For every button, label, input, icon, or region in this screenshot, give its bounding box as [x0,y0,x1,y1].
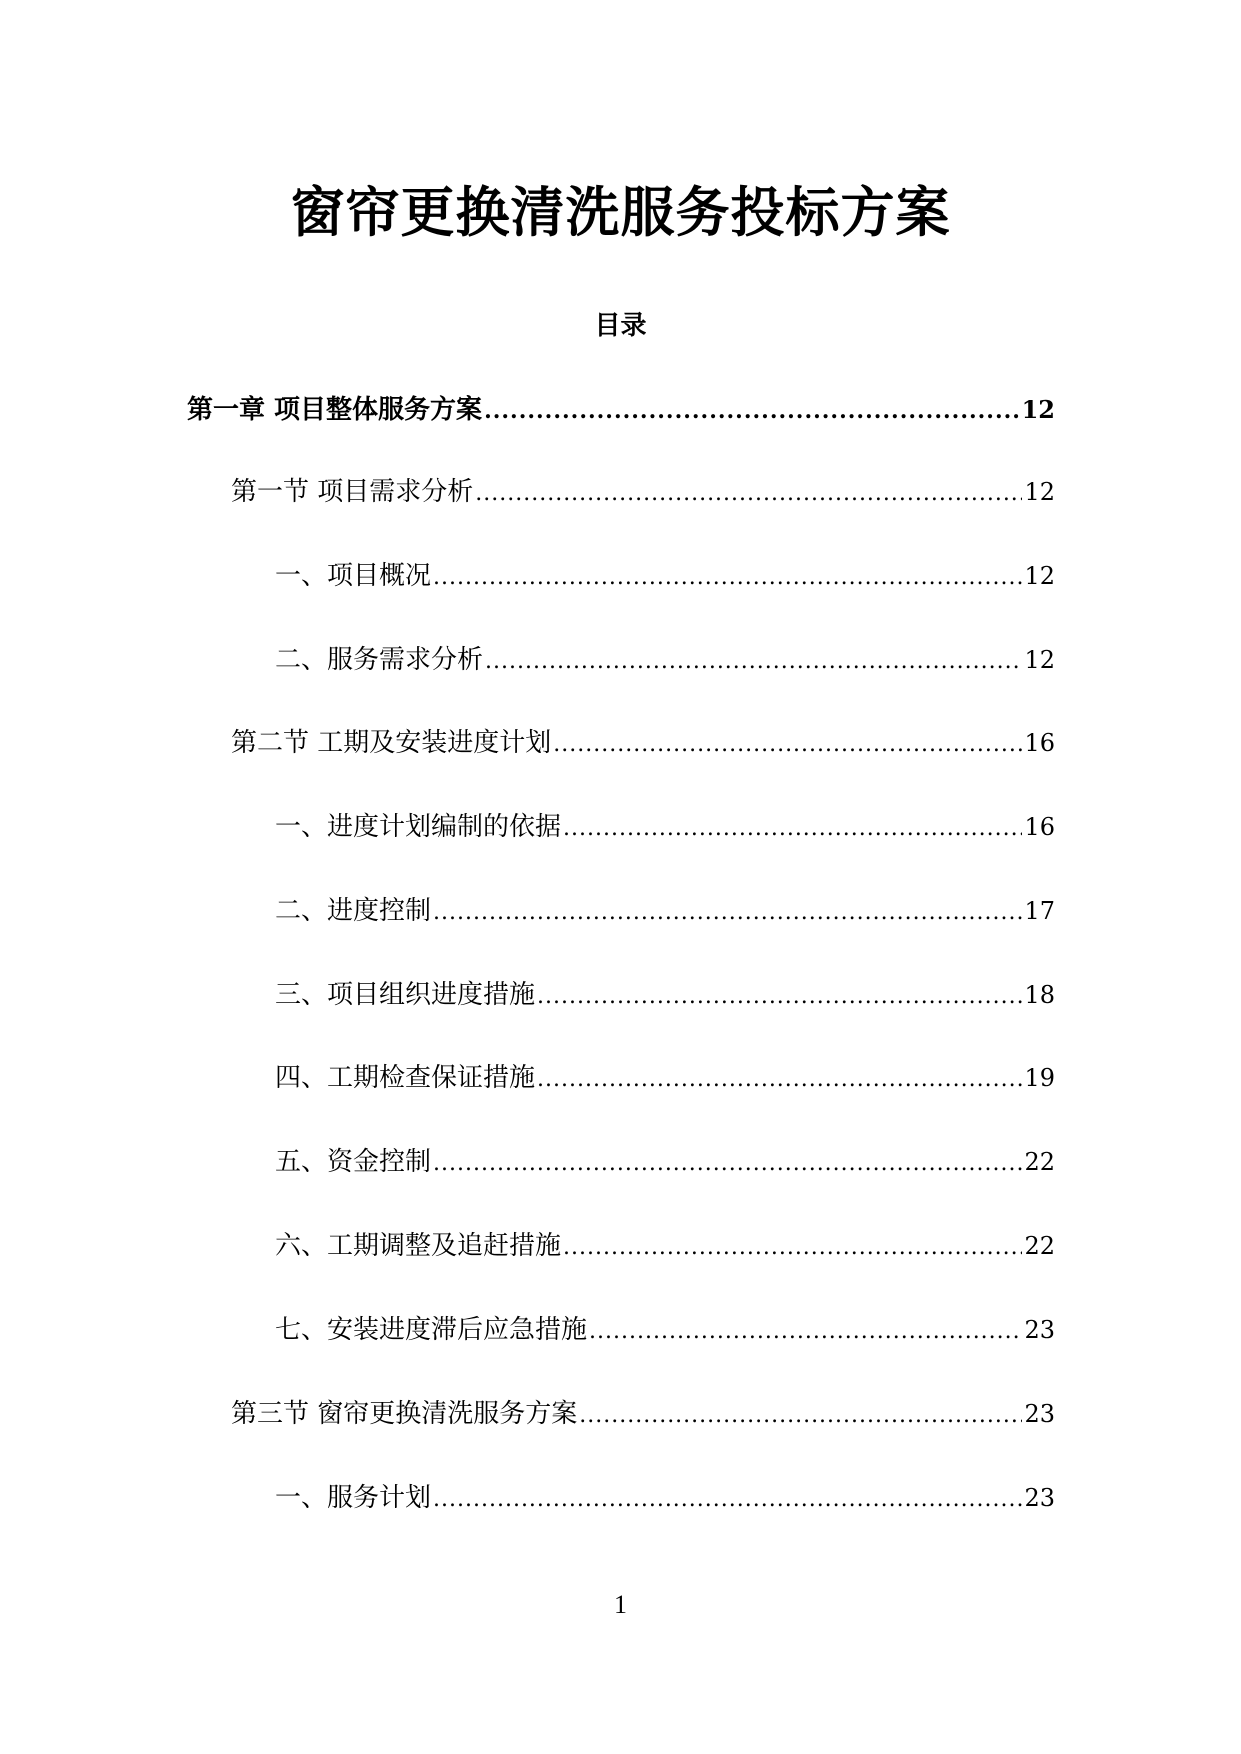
toc-leader-dots [579,1396,1022,1436]
toc-leader-dots [589,1312,1022,1352]
toc-entry-label: 第一章 项目整体服务方案 [187,395,483,425]
toc-entry-page: 12 [1024,646,1055,674]
toc-entry-section-1[interactable] [231,472,1055,512]
toc-entry-label: 三、项目组织进度措施 [275,980,536,1010]
toc-entry-item[interactable] [275,1058,1055,1098]
toc-entry-item[interactable] [275,1226,1055,1266]
toc-entry-label: 第一节 项目需求分析 [231,477,474,507]
document-title: 窗帘更换清洗服务投标方案 [290,181,951,244]
toc-entry-label: 一、服务计划 [275,1483,432,1513]
toc-entry-label: 第三节 窗帘更换清洗服务方案 [231,1399,578,1429]
toc-entry-page: 22 [1024,1148,1055,1176]
toc-entry-item[interactable] [275,807,1055,847]
toc-entry-page: 19 [1024,1064,1055,1092]
toc-leader-dots [484,391,1020,431]
toc-leader-dots [433,1480,1022,1520]
toc-leader-dots [475,474,1022,514]
toc-entry-page: 23 [1024,1400,1055,1428]
toc-entry-page: 16 [1024,813,1055,841]
toc-leader-dots [433,893,1022,933]
toc-entry-item[interactable] [275,1478,1055,1518]
toc-leader-dots [433,1144,1022,1184]
toc-entry-page: 23 [1024,1316,1055,1344]
toc-entry-page: 17 [1024,897,1055,925]
toc-entry-label: 第二节 工期及安装进度计划 [231,728,552,758]
toc-entry-label: 二、服务需求分析 [275,645,484,675]
toc-leader-dots [537,1060,1022,1100]
toc-entry-page: 16 [1024,729,1055,757]
toc-entry-chapter-1[interactable] [187,390,1055,430]
toc-entry-page: 23 [1024,1484,1055,1512]
page-number: 1 [614,1590,627,1619]
toc-entry-page: 12 [1021,395,1055,424]
toc-entry-page: 12 [1024,478,1055,506]
toc-entry-section-2[interactable] [231,723,1055,763]
toc-entry-item[interactable] [275,1142,1055,1182]
toc-entry-item[interactable] [275,891,1055,931]
toc-entry-label: 六、工期调整及追赶措施 [275,1231,562,1261]
toc-entry-item[interactable] [275,556,1055,596]
toc-leader-dots [563,1228,1022,1268]
toc-entry-label: 一、进度计划编制的依据 [275,812,562,842]
toc-entry-label: 四、工期检查保证措施 [275,1063,536,1093]
toc-heading: 目录 [594,311,647,341]
toc-entry-page: 18 [1024,981,1055,1009]
toc-entry-page: 22 [1024,1232,1055,1260]
toc-entry-section-3[interactable] [231,1394,1055,1434]
toc-entry-label: 七、安装进度滞后应急措施 [275,1315,588,1345]
toc-entry-item[interactable] [275,1310,1055,1350]
toc-leader-dots [563,809,1022,849]
toc-entry-page: 12 [1024,562,1055,590]
toc-leader-dots [485,642,1022,682]
toc-leader-dots [537,977,1022,1017]
toc-leader-dots [553,725,1022,765]
toc-entry-label: 二、进度控制 [275,896,432,926]
toc-entry-item[interactable] [275,640,1055,680]
toc-entry-label: 五、资金控制 [275,1147,432,1177]
toc-entry-item[interactable] [275,975,1055,1015]
toc-leader-dots [433,558,1022,598]
toc-entry-label: 一、项目概况 [275,561,432,591]
